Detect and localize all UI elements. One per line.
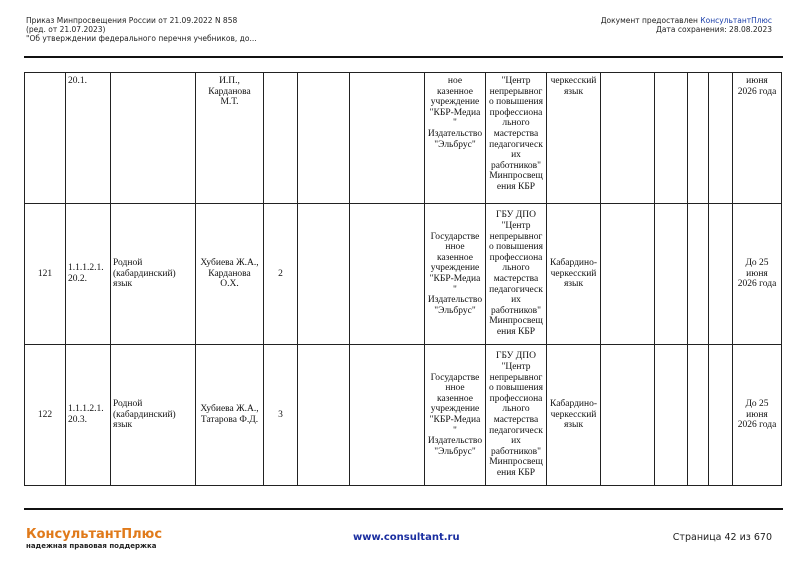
footer-divider [24,508,783,510]
provider-link[interactable]: КонсультантПлюс [700,16,772,25]
cell-term: июня 2026 года [733,73,782,204]
cell-c7 [350,204,425,345]
cell-expert: "Центр непрерывног о повышения профессиона льного мастерства педагогическ их работников" Минпросвещ ения КБР [486,73,547,204]
table-row [25,345,782,486]
cell-subject [111,73,196,204]
cell-c13 [688,345,709,486]
cell-expert: ГБУ ДПО "Центр непрерывног о повышения профессиона льного мастерства педагогическ их работников" Минпросвещ ения КБР [486,345,547,486]
cell-c14 [709,204,733,345]
cell-subject: Родной (кабардинский) язык [111,204,196,345]
cell-c11 [601,73,655,204]
doc-subtitle: "Об утверждении федерального перечня учебников, до... [26,34,257,43]
header-divider [24,56,783,58]
cell-term: До 25 июня 2026 года [733,204,782,345]
table-row [25,204,782,345]
cell-publisher: Государстве нное казенное учреждение "КБР-Медиа " Издательство "Эльбрус" [425,345,486,486]
cell-c6 [298,345,350,486]
textbook-table [24,72,782,486]
page-number: Страница 42 из 670 [672,532,772,543]
cell-c13 [688,204,709,345]
cell-language: Кабардино- черкесский язык [547,204,601,345]
cell-c7 [350,73,425,204]
cell-code: 1.1.1.2.1. 20.2. [66,204,111,345]
cell-n: 121 [25,204,66,345]
provider-info [601,16,772,34]
save-date: Дата сохранения: 28.08.2023 [656,25,772,34]
cell-c12 [655,204,688,345]
consultant-logo: КонсультантПлюс [26,527,163,542]
cell-grade: 3 [264,345,298,486]
cell-c11 [601,345,655,486]
provided-label: Документ предоставлен [600,16,701,25]
cell-code: 20.1. [66,73,111,204]
cell-n [25,73,66,204]
cell-language: Кабардино- черкесский язык [547,345,601,486]
cell-code: 1.1.1.2.1. 20.3. [66,345,111,486]
doc-edition: (ред. от 21.07.2023) [26,25,106,34]
website-link[interactable]: www.consultant.ru [353,532,460,543]
cell-authors: И.П., Карданова М.Т. [196,73,264,204]
cell-c6 [298,204,350,345]
cell-c11 [601,204,655,345]
cell-grade: 2 [264,204,298,345]
cell-language: черкесский язык [547,73,601,204]
cell-c14 [709,73,733,204]
cell-c13 [688,73,709,204]
cell-c6 [298,73,350,204]
cell-subject: Родной (кабардинский) язык [111,345,196,486]
table-row [25,73,782,204]
cell-c12 [655,73,688,204]
cell-authors: Хубиева Ж.А., Татарова Ф.Д. [196,345,264,486]
cell-publisher: Государстве нное казенное учреждение "КБР-Медиа " Издательство "Эльбрус" [425,204,486,345]
cell-publisher: ное казенное учреждение "КБР-Медиа " Издательство "Эльбрус" [425,73,486,204]
cell-authors: Хубиева Ж.А., Карданова О.Х. [196,204,264,345]
cell-n: 122 [25,345,66,486]
cell-c7 [350,345,425,486]
cell-grade [264,73,298,204]
doc-title-line: Приказ Минпросвещения России от 21.09.2022 N 858 [26,16,238,25]
document-title [26,16,257,43]
cell-expert: ГБУ ДПО "Центр непрерывног о повышения профессиона льного мастерства педагогическ их работников" Минпросвещ ения КБР [486,204,547,345]
cell-c12 [655,345,688,486]
cell-term: До 25 июня 2026 года [733,345,782,486]
tagline: надежная правовая поддержка [26,542,157,550]
cell-c14 [709,345,733,486]
